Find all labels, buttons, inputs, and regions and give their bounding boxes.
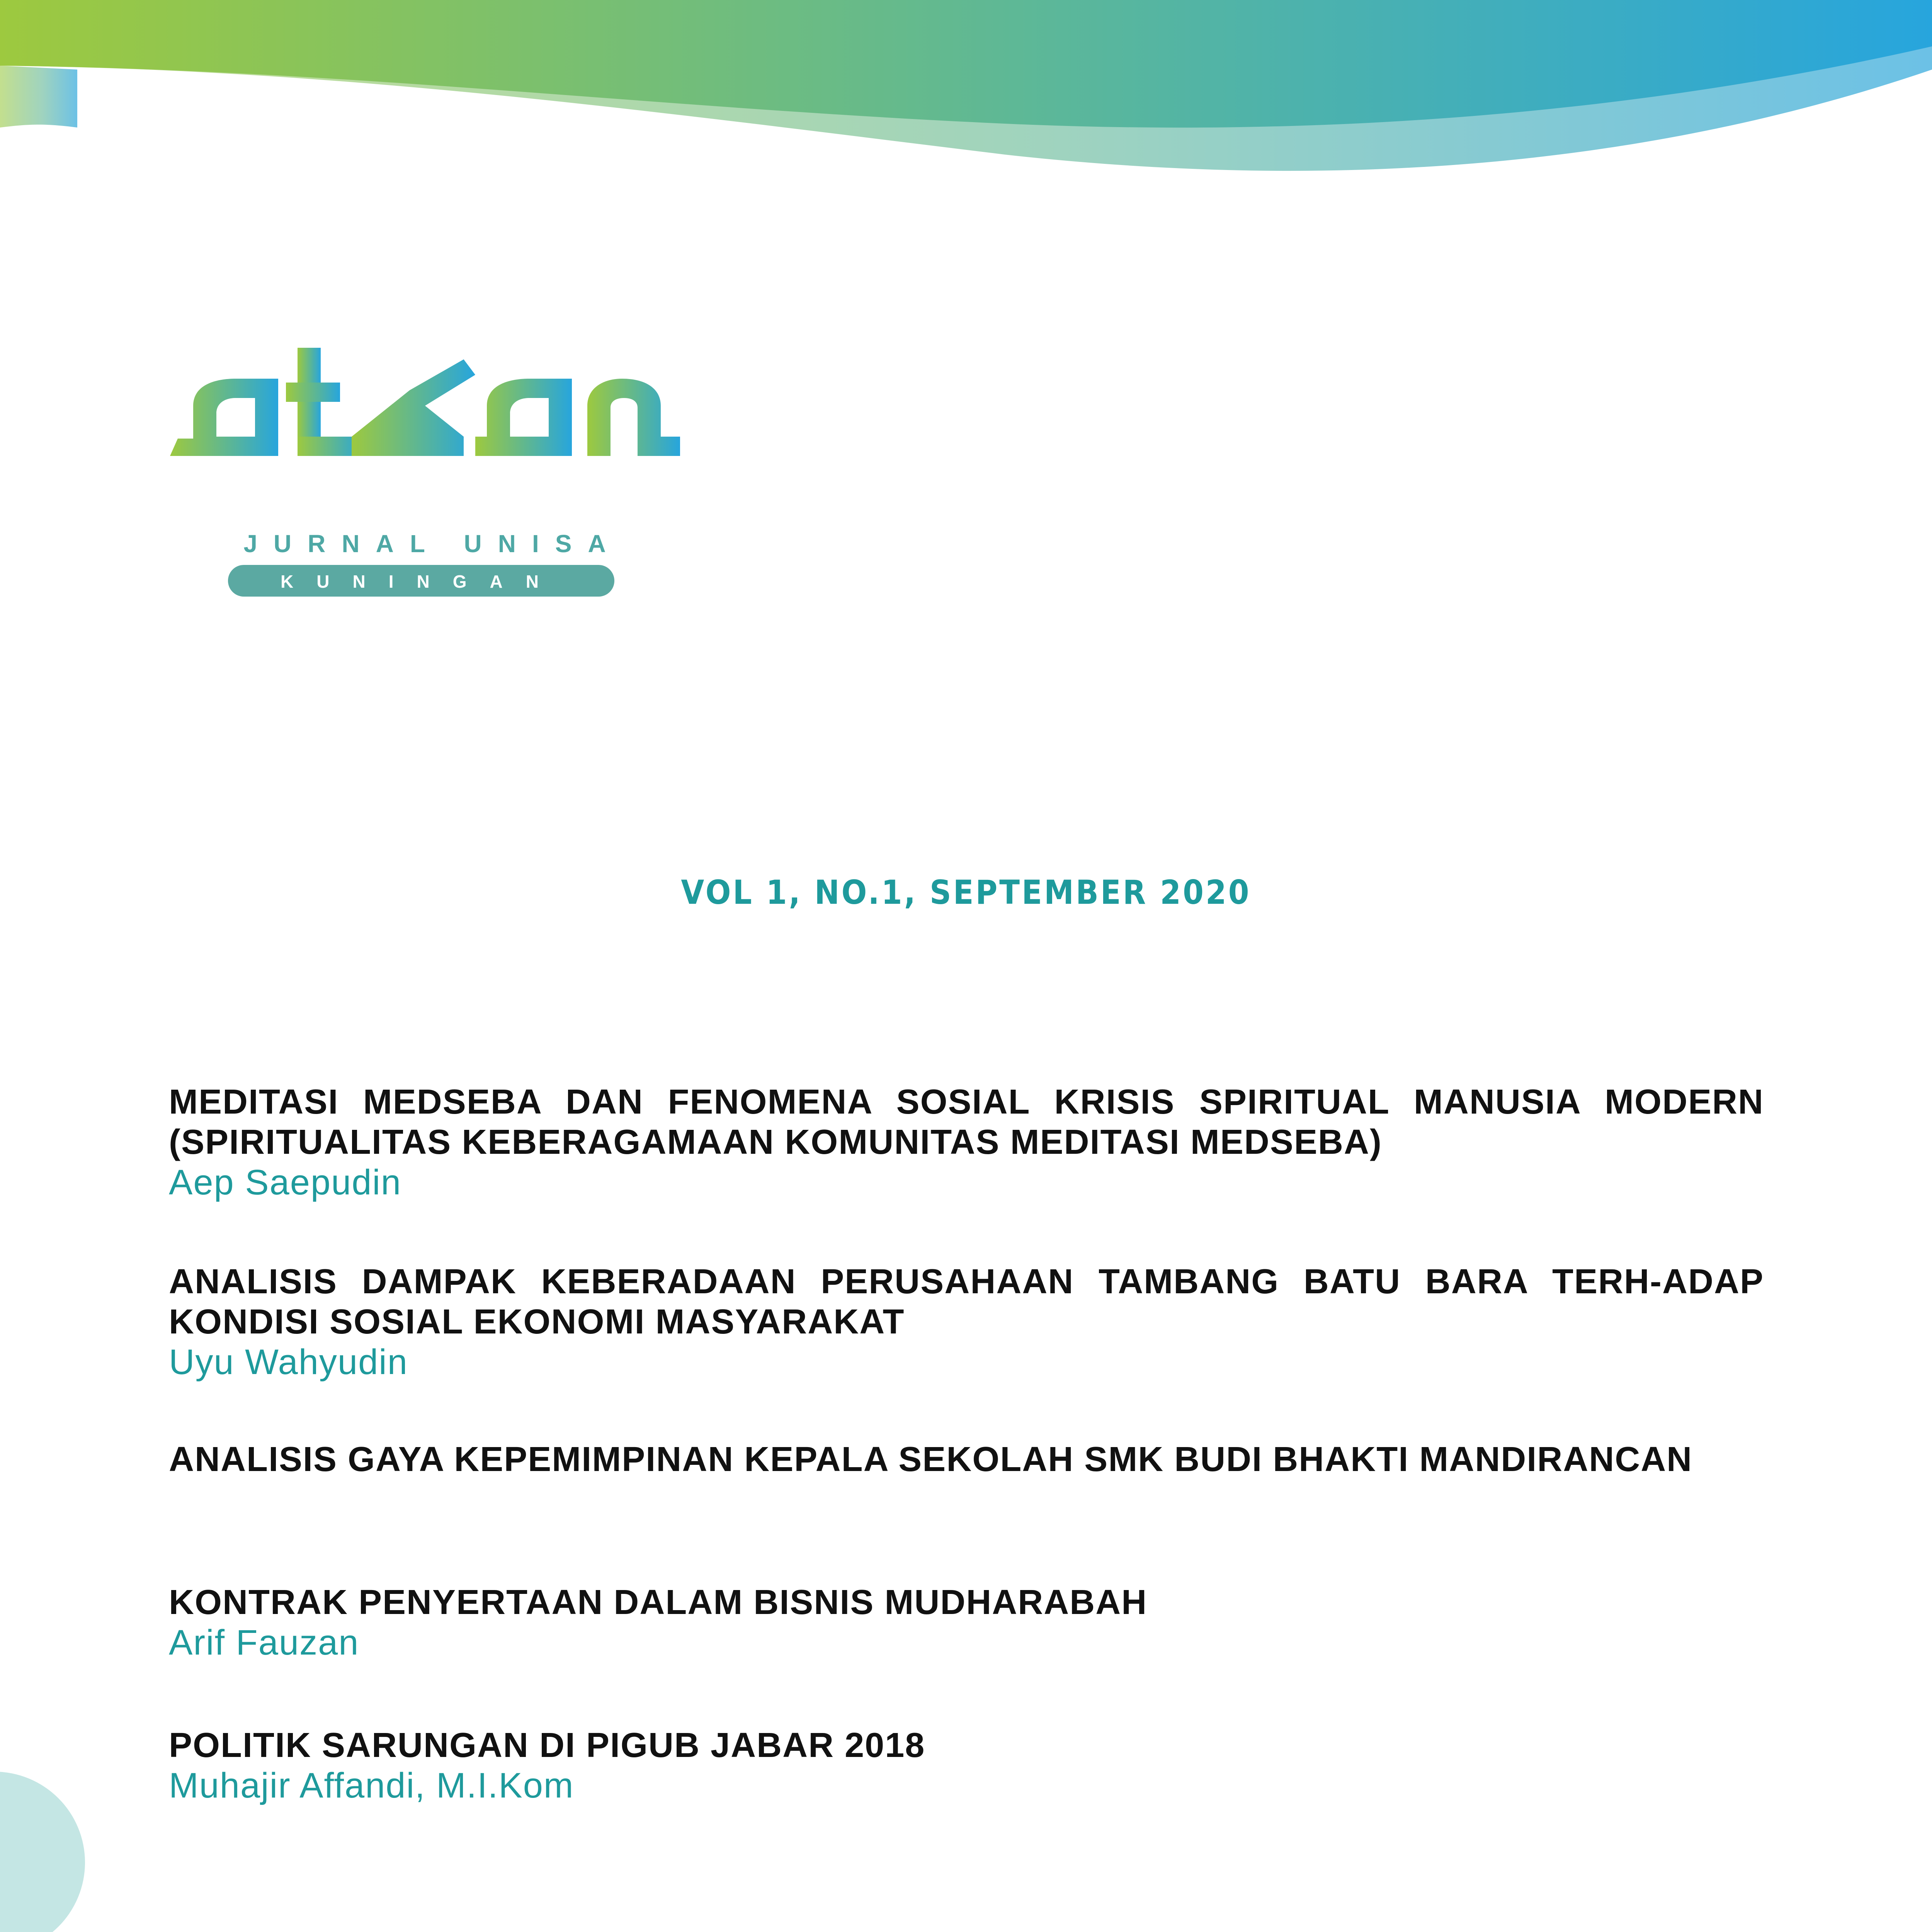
article-title: POLITIK SARUNGAN DI PIGUB JABAR 2018 (169, 1726, 925, 1765)
list-item (169, 1725, 1764, 1806)
list-item (169, 1439, 1764, 1480)
journal-logo (170, 340, 680, 603)
article-title: ANALISIS DAMPAK KEBERADAAN PERUSAHAAN TAMBANG BATU BARA TERH-ADAP KONDISI SOSIAL EKONOMI MASYARAKAT (169, 1262, 1764, 1341)
list-item (169, 1582, 1764, 1663)
list-item (169, 1262, 1764, 1382)
volume-issue: VOL 1, NO.1, SEPTEMBER 2020 (681, 873, 1251, 912)
left-circle-decoration (0, 1772, 85, 1932)
article-author: Aep Saepudin (169, 1163, 402, 1202)
article-author: Uyu Wahyudin (169, 1342, 408, 1382)
top-wave-decoration (0, 0, 1932, 201)
article-title: KONTRAK PENYERTAAN DALAM BISNIS MUDHARABAH (169, 1583, 1148, 1622)
logo-wordmark (170, 340, 680, 479)
logo-subtitle: JURNAL UNISA (243, 530, 622, 558)
article-title: MEDITASI MEDSEBA DAN FENOMENA SOSIAL KRISIS SPIRITUAL MANUSIA MODERN (SPIRITUALITAS KEBERAGAMAAN KOMUNITAS MEDITASI MEDSEBA) (169, 1083, 1764, 1162)
list-item (169, 1082, 1764, 1202)
article-title: ANALISIS GAYA KEPEMIMPINAN KEPALA SEKOLAH SMK BUDI BHAKTI MANDIRANCAN (169, 1440, 1693, 1479)
article-author: Arif Fauzan (169, 1623, 359, 1662)
logo-location: KUNINGAN (281, 571, 562, 592)
article-author: Muhajir Affandi, M.I.Kom (169, 1766, 574, 1805)
